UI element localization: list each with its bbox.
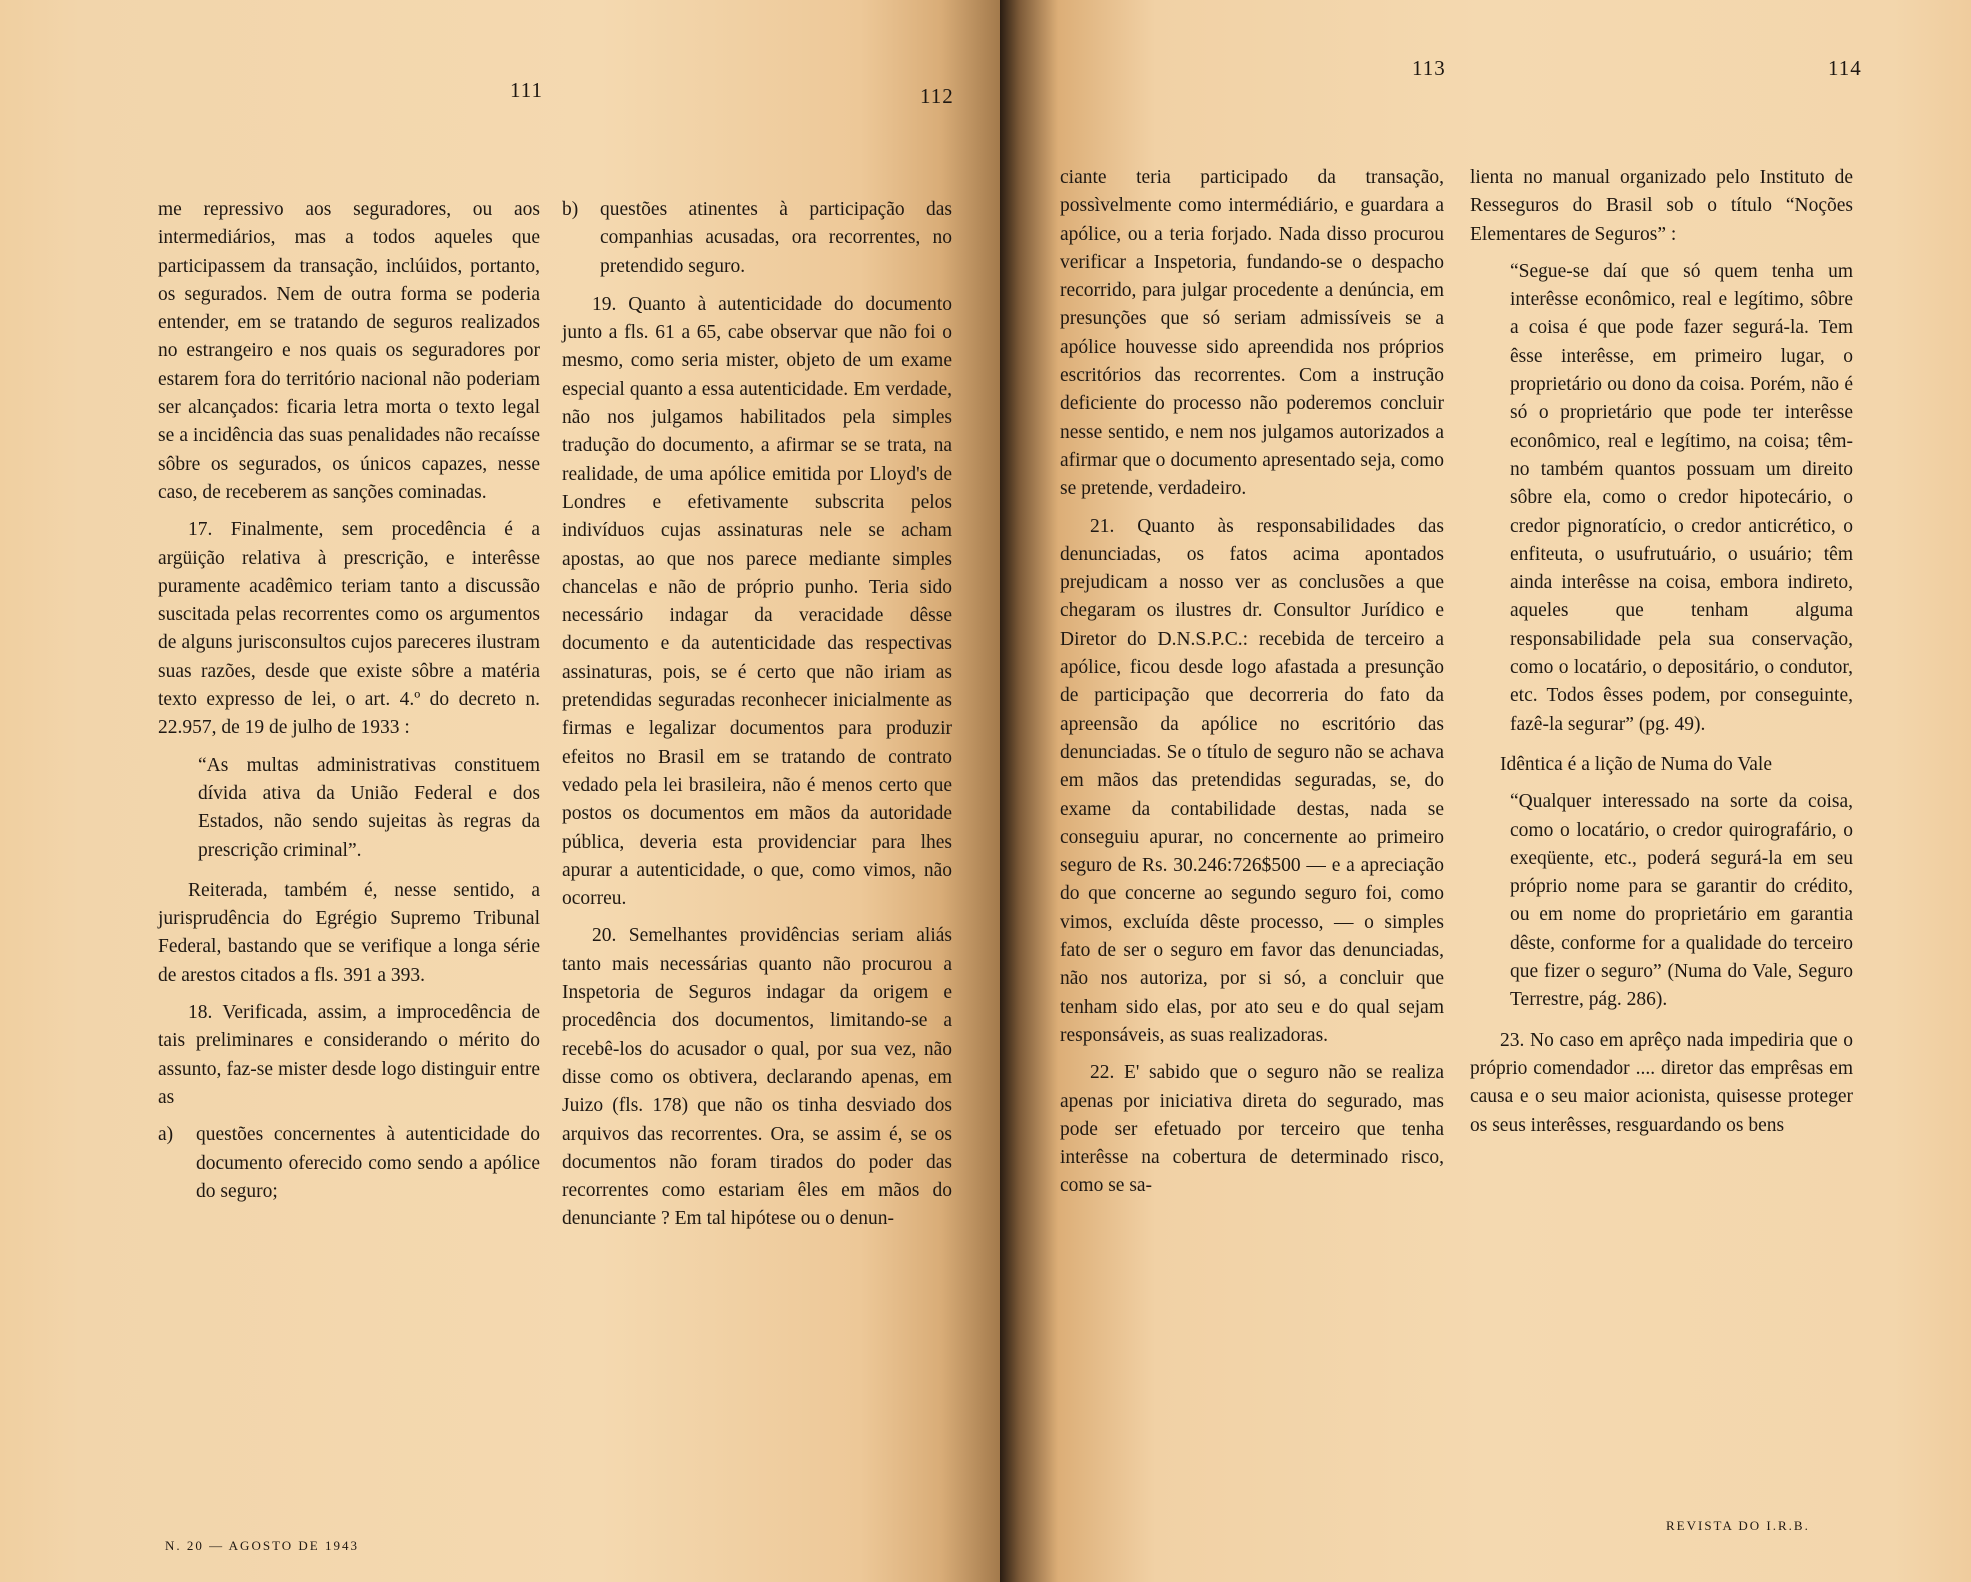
list-item <box>562 196 952 281</box>
paragraph: 18. Verificada, assim, a improcedência de tais preliminares e considerando o mérito do assunto, faz-se mister desde logo distinguir entre as <box>158 1002 540 1108</box>
list-item-text: questões concernentes à autenticidade do documento oferecido como sendo a apólice do seguro; <box>196 1124 540 1202</box>
paragraph: 20. Semelhantes providências seriam aliás tanto mais necessárias quanto não procurou a Inspetoria de Seguros indagar da origem e procedência dos documentos, limitando-se a recebê-los do acusador o qual, por sua vez, não disse como os obtivera, declarando apenas, em Juizo (fls. 178) que não os tinha desviado dos arquivos das recorrentes. Ora, se assim é, se os documentos não foram tirados do poder das recorrentes como estariam êles em mãos do denunciante ? Em tal hipótese ou o denun- <box>562 925 952 1230</box>
paragraph: lienta no manual organizado pelo Instituto de Resseguros do Brasil sob o título “Noções Elementares de Seguros” : <box>1470 167 1853 245</box>
paragraph: 17. Finalmente, sem procedência é a argüição relativa à prescrição, e interêsse puramente acadêmico teriam tanto a discussão suscitada pelas recorrentes como os argumentos de alguns jurisconsultos cujos pareceres ilustram suas razões, desde que existe sôbre a matéria texto expresso de lei, o art. 4.º do decreto n. 22.957, de 19 de julho de 1933 : <box>158 519 540 739</box>
paragraph: me repressivo aos seguradores, ou aos intermediários, mas a todos aqueles que participassem da transação, inclúidos, portanto, os segurados. Nem de outra forma se poderia entender, em se tratando de seguros realizados no estrangeiro e nos quais os seguradores por estarem fora do território nacional não poderiam ser alcançados: ficaria letra morta o texto legal se a incidência das suas penalidades não recaísse sôbre os segurados, os únicos capazes, nesse caso, de receberem as sanções cominadas. <box>158 199 540 503</box>
paragraph: Idêntica é a lição de Numa do Vale <box>1500 753 1772 775</box>
paragraph: 22. E' sabido que o seguro não se realiza apenas por iniciativa direta do segurado, mas pode ser efetuado por terceiro que tenha interêsse na cobertura de determinado risco, como se sa- <box>1060 1062 1444 1197</box>
page-114-column <box>1470 164 1853 1149</box>
right-leaf <box>1000 0 1971 1582</box>
quotation: “As multas administrativas constituem dívida ativa da União Federal e dos Estados, não sendo sujeitas às regras da prescrição criminal”. <box>198 754 540 861</box>
issue-footer: N. 20 — AGOSTO DE 1943 <box>165 1538 359 1553</box>
list-marker: a) <box>158 1124 174 1146</box>
list-item-text: questões atinentes à participação das companhias acusadas, ora recorrentes, no pretendido seguro. <box>600 199 952 277</box>
paragraph: ciante teria participado da transação, possìvelmente como intermédiário, e guardara a apólice, ou a teria forjado. Nada disso procurou verificar a Inspetoria, fundando-se o despacho recorrido, para julgar procedente a denúncia, em presunções que só seriam admissíveis se a apólice houvesse sido apreendida nos próprios escritórios das recorrentes. Com a instrução deficiente do processo não poderemos concluir nesse sentido, e nem nos julgamos autorizados a afirmar que o documento apresentado seja, como se pretende, verdadeiro. <box>1060 167 1444 500</box>
quotation: “Segue-se daí que só quem tenha um interêsse econômico, real e legítimo, sôbre a coisa é que pode fazer segurá-la. Tem êsse interêsse, em primeiro lugar, o proprietário ou dono da coisa. Porém, não é só o proprietário que pode ter interêsse econômico, real e legítimo, na coisa; têm-no também quantos possuam um direito sôbre ela, como o credor hipotecário, o credor pignoratício, o credor anticrético, o enfiteuta, o usufrutuário, o usuário; têm ainda interêsse na coisa, embora indireto, aqueles que tenham alguma responsabilidade pela sua conservação, como o locatário, o depositário, o condutor, etc. Todos êsses podem, por conseguinte, fazê-la segurar” (pg. 49). <box>1510 260 1853 735</box>
paragraph: 19. Quanto à autenticidade do documento junto a fls. 61 a 65, cabe observar que não foi o mesmo, como seria mister, objeto de um exame especial quanto a essa autenticidade. Em verdade, não nos julgamos habilitados pela simples tradução do documento, a afirmar se se trata, na realidade, de uma apólice emitida por Lloyd's de Londres e efetivamente subscrita pelos indivíduos cujas assinaturas nele se acham apostas, ao que nos parece mediante simples chancelas e não de próprio punho. Teria sido necessário indagar da veracidade dêsse documento e da autenticidade das respectivas assinaturas, pois, se é certo que não iriam as pretendidas seguradas reconhecer inicialmente as firmas e legalizar documentos para produzir efeitos no Brasil em se tratando de contrato vedado pela lei brasileira, não é menos certo que postos os documentos em mãos da autoridade pública, deveria esta providenciar para lhes apurar a autenticidade, o que, como vimos, não ocorreu. <box>562 293 952 910</box>
page-number-114: 114 <box>1828 56 1862 80</box>
list-marker: b) <box>562 199 579 220</box>
page-111-column <box>158 196 540 1216</box>
page-number-111: 111 <box>510 78 543 102</box>
list-item <box>158 1121 540 1206</box>
page-113-column <box>1060 164 1444 1210</box>
paragraph: Reiterada, também é, nesse sentido, a jurisprudência do Egrégio Supremo Tribunal Federal, bastando que se verifique a longa série de arestos citados a fls. 391 a 393. <box>158 879 540 986</box>
page-112-column <box>562 196 952 1243</box>
page-number-112: 112 <box>920 84 954 108</box>
paragraph: 23. No caso em aprêço nada impediria que o próprio comendador .... diretor das emprêsas em causa e o seu maior acionista, quisesse proteger os seus interêsses, resguardando os bens <box>1470 1029 1853 1136</box>
paragraph: 21. Quanto às responsabilidades das denunciadas, os fatos acima apontados prejudicam a nosso ver as conclusões a que chegaram os ilustres dr. Consultor Jurídico e Diretor do D.N.S.P.C.: recebida de terceiro a apólice, ficou desde logo afastada a presunção de participação que decorreria do fato da apreensão da apólice no escritório das denunciadas. Se o título de seguro não se achava em mãos das pretendidas seguradas, se, do exame da contabilidade destas, nada se conseguiu apurar, no concernente ao primeiro seguro de Rs. 30.246:726$500 — e a apreciação do que concerne ao segundo seguro foi, como vimos, excluída dêste processo, — o simples fato de ser o seguro em favor das denunciadas, não nos autoriza, por si só, a concluir que tenham sido elas, por ato seu e do qual sejam responsáveis, as suas realizadoras. <box>1060 515 1444 1046</box>
journal-footer: REVISTA DO I.R.B. <box>1666 1518 1810 1533</box>
quotation: “Qualquer interessado na sorte da coisa, como o locatário, o credor quirografário, o exeqüente, etc., poderá segurá-la em seu próprio nome para se garantir do crédito, ou em nome do proprietário em garantia dêste, conforme for a qualidade do terceiro que fizer o seguro” (Numa do Vale, Seguro Terrestre, pág. 286). <box>1510 791 1853 1011</box>
page-number-113: 113 <box>1412 56 1446 80</box>
